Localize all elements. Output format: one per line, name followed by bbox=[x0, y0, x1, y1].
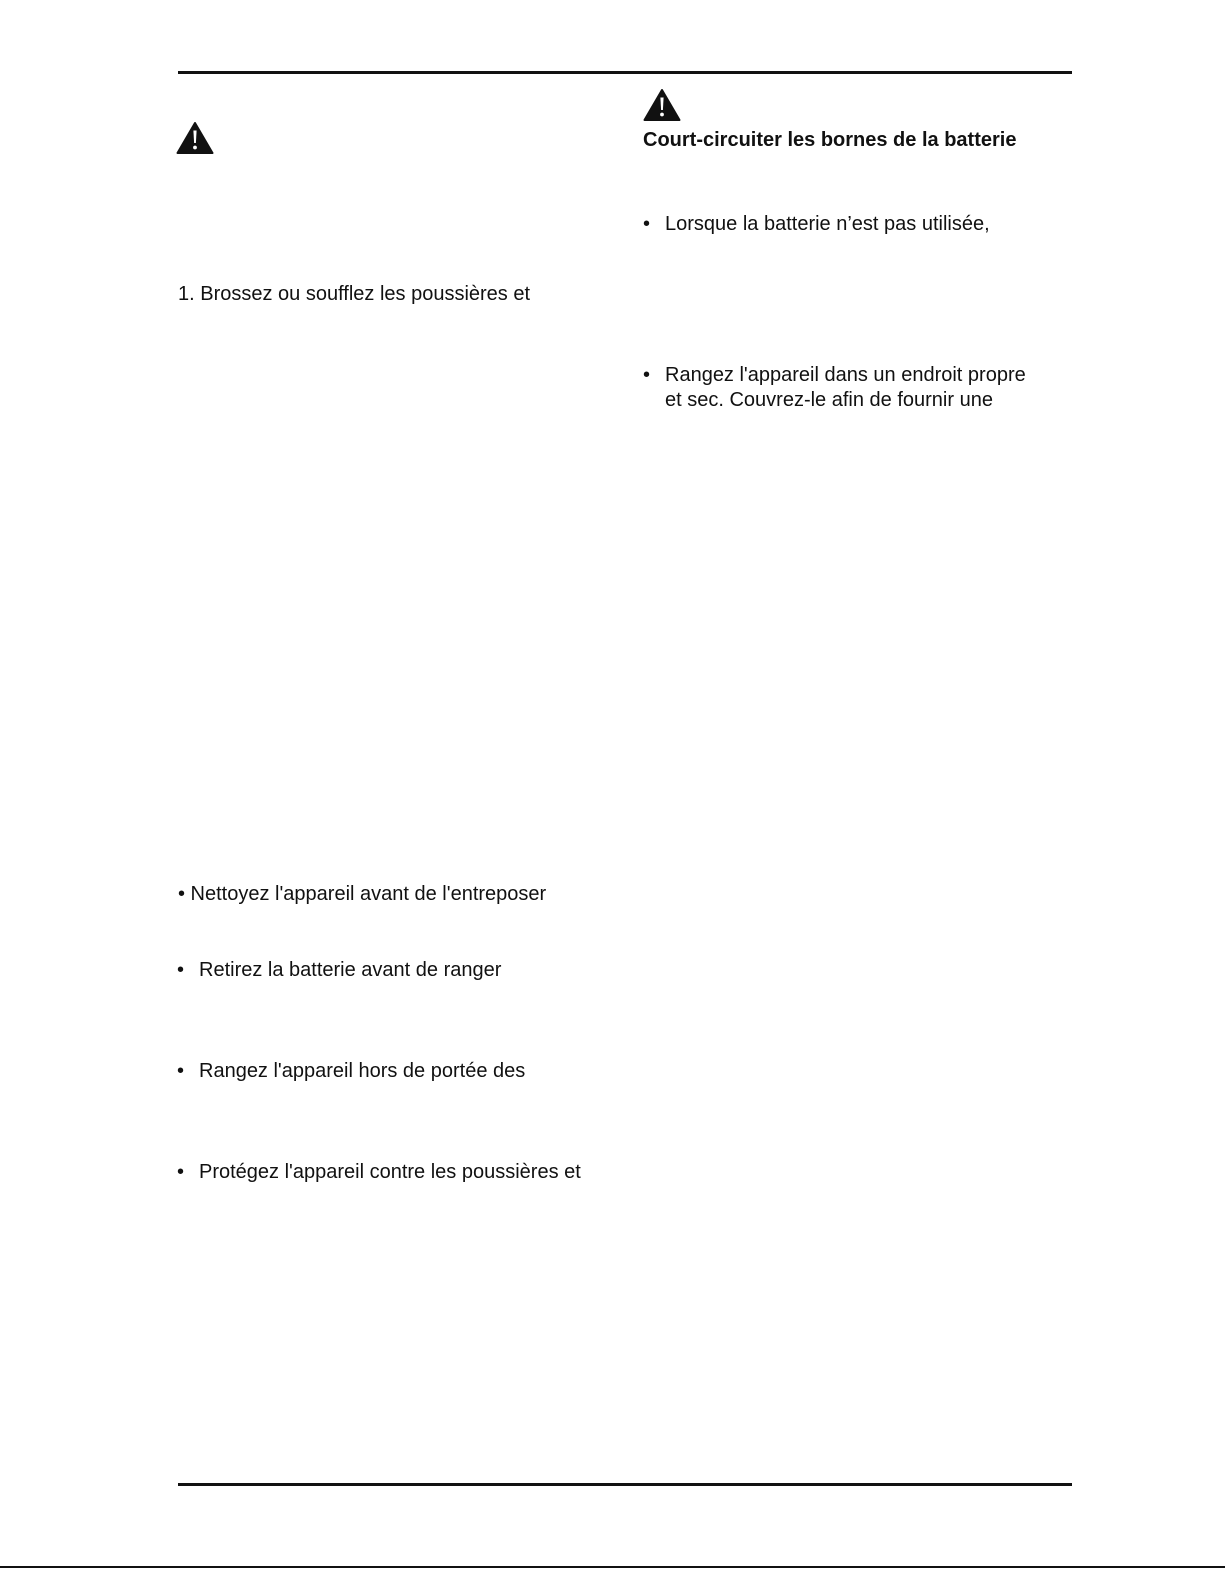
bullet-marker: • bbox=[177, 959, 185, 981]
clean-before-storage: • Nettoyez l'appareil avant de l'entreposer bbox=[178, 883, 547, 905]
list-item-line: Rangez l'appareil dans un endroit propre bbox=[665, 364, 1026, 386]
list-item-line: et sec. Couvrez-le afin de fournir une bbox=[665, 389, 993, 411]
bullet-marker: • bbox=[177, 1161, 185, 1183]
list-item bbox=[643, 212, 990, 237]
battery-warning-heading: Court-circuiter les bornes de la batterie bbox=[643, 129, 1017, 151]
bottom-rule bbox=[178, 1483, 1072, 1486]
list-item bbox=[177, 958, 501, 983]
bullet-marker: • bbox=[643, 364, 651, 386]
list-item bbox=[177, 1059, 525, 1084]
list-item-text: Rangez l'appareil hors de portée des bbox=[199, 1060, 526, 1082]
list-item bbox=[177, 1160, 581, 1185]
list-item-text-block bbox=[665, 363, 1026, 413]
page-bottom-edge bbox=[0, 1566, 1225, 1568]
list-item-text: Lorsque la batterie n’est pas utilisée, bbox=[665, 213, 990, 235]
top-rule bbox=[178, 71, 1072, 74]
bullet-marker: • bbox=[643, 213, 651, 235]
warning-icon bbox=[176, 121, 214, 155]
list-item-text: Retirez la batterie avant de ranger bbox=[199, 959, 502, 981]
list-item-text: Protégez l'appareil contre les poussières et bbox=[199, 1161, 581, 1183]
cleaning-step-1: 1. Brossez ou soufflez les poussières et bbox=[178, 283, 531, 305]
bullet-marker: • bbox=[177, 1060, 185, 1082]
list-item bbox=[643, 363, 1026, 413]
warning-icon bbox=[643, 88, 681, 122]
